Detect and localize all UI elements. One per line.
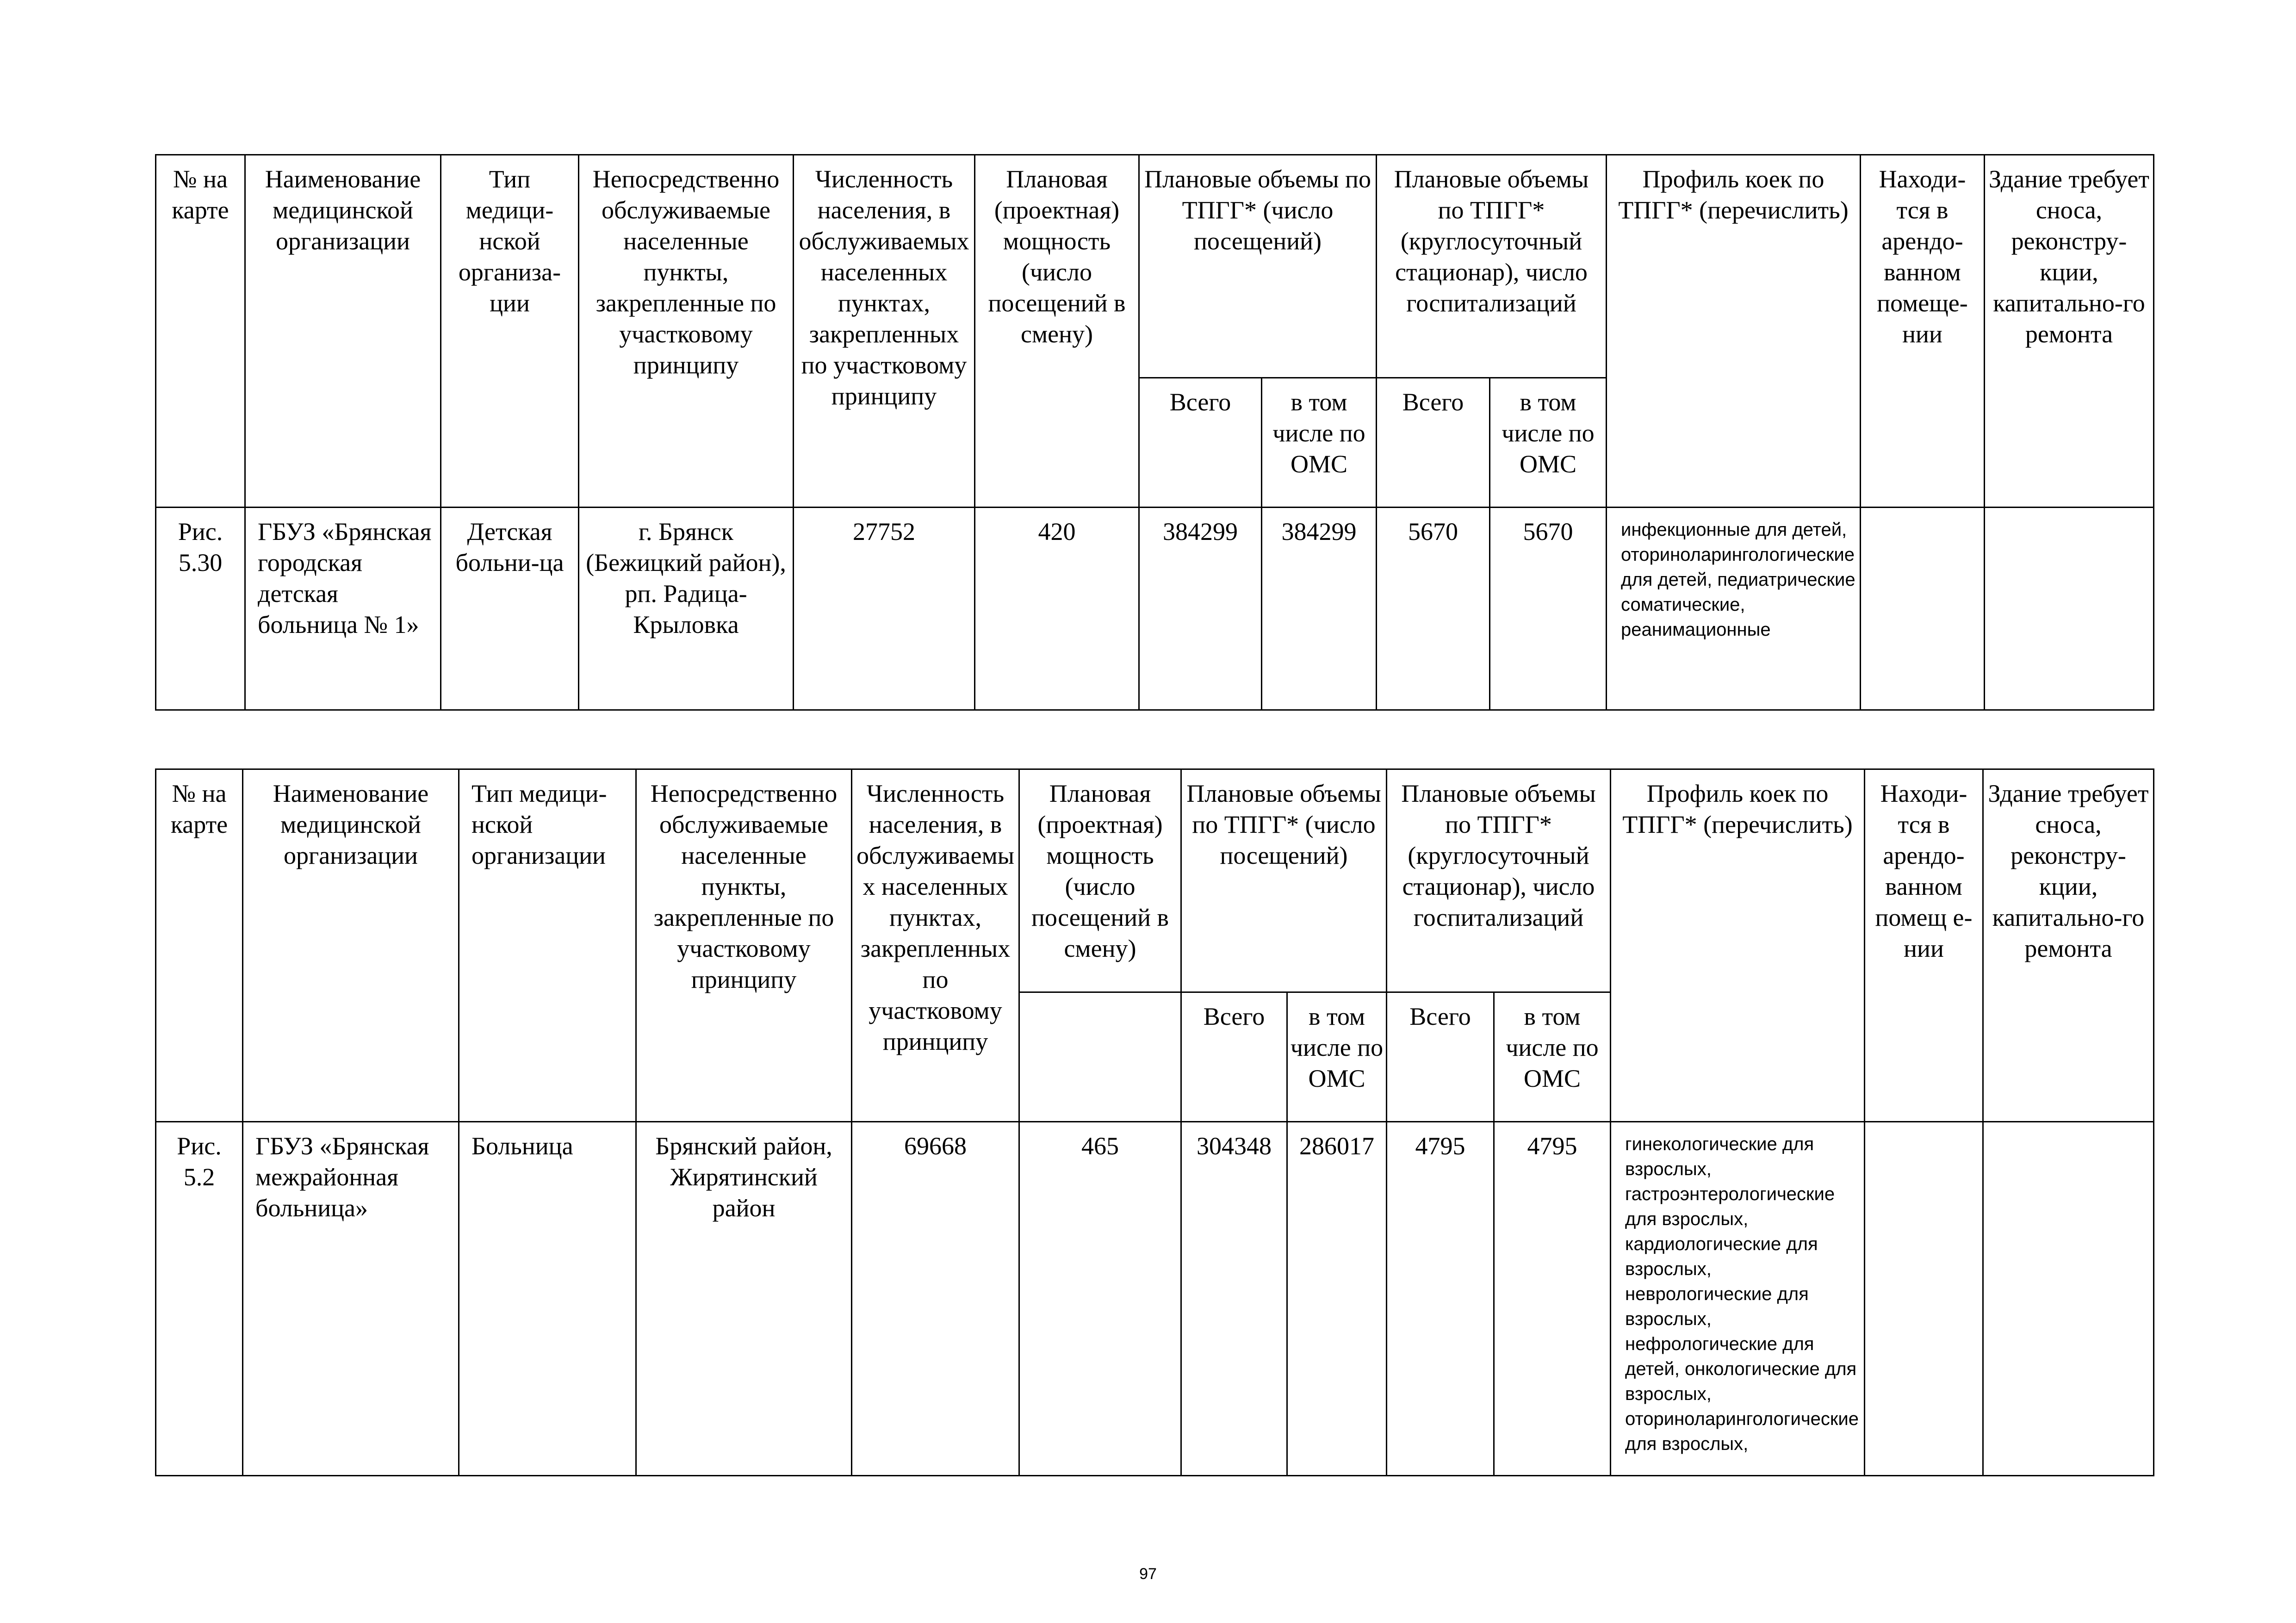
cell-bed-profile: инфекционные для детей, оториноларингологические для детей, педиатрические соматические, реанимационные — [1607, 508, 1861, 710]
cell-hosp-total: 5670 — [1377, 508, 1490, 710]
header-map-no: № на карте — [156, 769, 243, 1122]
cell-building — [1985, 508, 2154, 710]
cell-hosp-oms: 4795 — [1494, 1122, 1611, 1476]
cell-capacity: 420 — [975, 508, 1139, 710]
cell-org-type: Больница — [459, 1122, 636, 1476]
cell-visits-total: 304348 — [1181, 1122, 1287, 1476]
header-served-settlements: Непосредственно обслуживаемые населенные пункты, закрепленные по участковому принципу — [636, 769, 852, 1122]
header-org-type: Тип медици-нской организации — [459, 769, 636, 1122]
header-visits: Плановые объемы по ТПГГ* (число посещений) — [1181, 769, 1387, 992]
header-org-name: Наименование медицинской организации — [243, 769, 459, 1122]
header-map-no: № на карте — [156, 155, 245, 508]
header-bed-profile: Профиль коек по ТПГГ* (перечислить) — [1607, 155, 1861, 508]
cell-org-name: ГБУЗ «Брянская городская детская больница № 1» — [245, 508, 441, 710]
cell-rented — [1861, 508, 1985, 710]
header-population: Численность населения, в обслуживаемых населенных пунктах, закрепленных по участковому принципу — [852, 769, 1019, 1122]
cell-visits-oms: 286017 — [1287, 1122, 1387, 1476]
cell-building — [1983, 1122, 2154, 1476]
header-rented: Находи-тся в арендо-ванном помеще-нии — [1861, 155, 1985, 508]
header-hospitalizations: Плановые объемы по ТПГГ* (круглосуточный стационар), число госпитализаций — [1377, 155, 1607, 378]
header-visits-total: Всего — [1139, 378, 1262, 508]
header-hosp-oms: в том числе по ОМС — [1490, 378, 1607, 508]
cell-org-name: ГБУЗ «Брянская межрайонная больница» — [243, 1122, 459, 1476]
cell-visits-oms: 384299 — [1262, 508, 1377, 710]
cell-rented — [1865, 1122, 1983, 1476]
header-hospitalizations: Плановые объемы по ТПГГ* (круглосуточный стационар), число госпитализаций — [1387, 769, 1611, 992]
header-visits-oms: в том числе по ОМС — [1262, 378, 1377, 508]
header-served-settlements: Непосредственно обслуживаемые населенные пункты, закрепленные по участковому принципу — [579, 155, 794, 508]
header-visits: Плановые объемы по ТПГГ* (число посещений) — [1139, 155, 1377, 378]
header-population: Численность населения, в обслуживаемых населенных пунктах, закрепленных по участковому принципу — [794, 155, 975, 508]
cell-map-no: Рис. 5.30 — [156, 508, 245, 710]
table-row — [156, 1122, 2154, 1476]
cell-population: 69668 — [852, 1122, 1019, 1476]
cell-served-settlements: г. Брянск (Бежицкий район), рп. Радица-Крыловка — [579, 508, 794, 710]
header-hosp-total: Всего — [1387, 992, 1494, 1122]
facility-table-1 — [155, 154, 2154, 711]
header-org-name: Наименование медицинской организации — [245, 155, 441, 508]
page-number: 97 — [1139, 1565, 1157, 1583]
cell-map-no: Рис. 5.2 — [156, 1122, 243, 1476]
header-capacity-sub — [1019, 992, 1181, 1122]
header-visits-oms: в том числе по ОМС — [1287, 992, 1387, 1122]
cell-visits-total: 384299 — [1139, 508, 1262, 710]
header-building: Здание требует сноса, реконстру-кции, капитально-го ремонта — [1985, 155, 2154, 508]
header-org-type: Тип медици-нской организа-ции — [441, 155, 579, 508]
cell-bed-profile: гинекологические для взрослых, гастроэнтерологические для взрослых, кардиологические для взрослых, неврологические для взрослых, нефрологические для детей, онкологические для взрослых, оториноларингологические для взрослых, — [1611, 1122, 1865, 1476]
cell-served-settlements: Брянский район, Жирятинский район — [636, 1122, 852, 1476]
header-hosp-oms: в том числе по ОМС — [1494, 992, 1611, 1122]
cell-capacity: 465 — [1019, 1122, 1181, 1476]
header-visits-total: Всего — [1181, 992, 1287, 1122]
header-building: Здание требует сноса, реконстру-кции, капитально-го ремонта — [1983, 769, 2154, 1122]
cell-hosp-oms: 5670 — [1490, 508, 1607, 710]
header-bed-profile: Профиль коек по ТПГГ* (перечислить) — [1611, 769, 1865, 1122]
header-capacity: Плановая (проектная) мощность (число посещений в смену) — [975, 155, 1139, 508]
table-row — [156, 508, 2154, 710]
header-capacity: Плановая (проектная) мощность (число посещений в смену) — [1019, 769, 1181, 992]
header-rented: Находи-тся в арендо-ванном помещ е-нии — [1865, 769, 1983, 1122]
cell-population: 27752 — [794, 508, 975, 710]
cell-hosp-total: 4795 — [1387, 1122, 1494, 1476]
cell-org-type: Детская больни-ца — [441, 508, 579, 710]
header-hosp-total: Всего — [1377, 378, 1490, 508]
facility-table-2 — [155, 768, 2154, 1476]
